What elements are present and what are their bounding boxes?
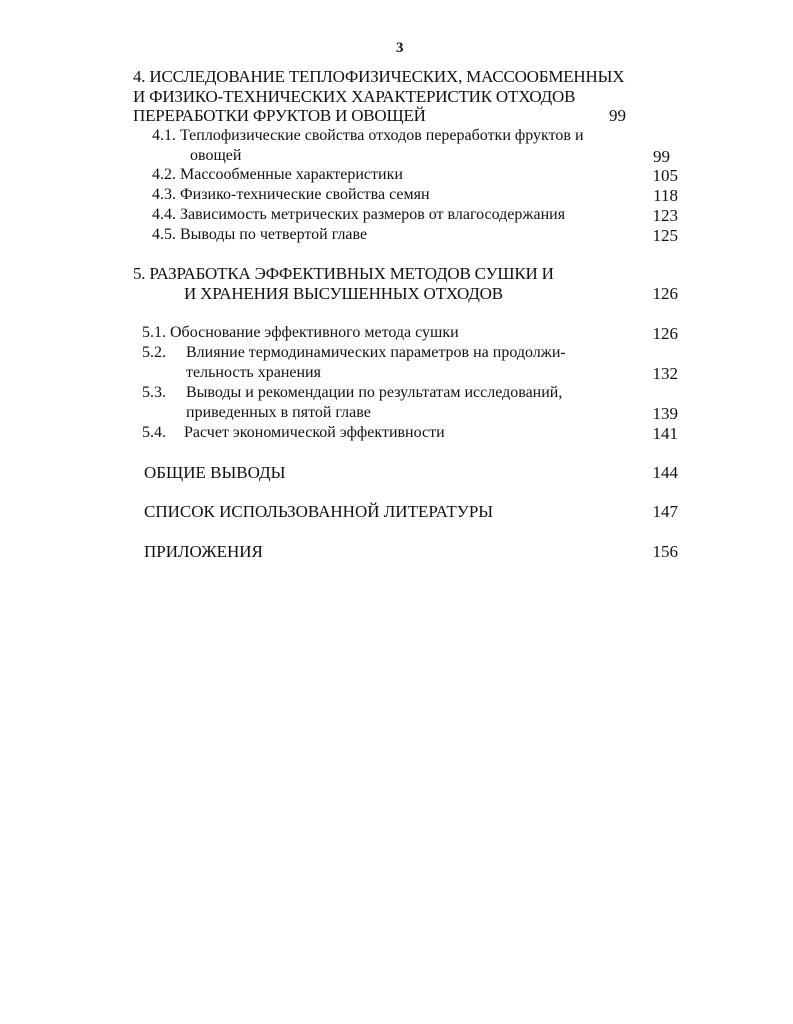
- toc-entry-5-4-line1: Расчет экономической эффективности: [184, 424, 445, 441]
- toc-entry-5-4-page: 141: [652, 424, 678, 443]
- toc-entry-4-2: 4.2. Массообменные характеристики: [152, 166, 403, 183]
- toc-entry-5-1: 5.1. Обоснование эффективного метода сушки: [142, 324, 459, 341]
- chapter5-page: 126: [652, 284, 678, 303]
- toc-entry-5-2-page: 132: [652, 364, 678, 383]
- toc-conclusions-page: 144: [652, 463, 678, 482]
- page-number: 3: [396, 40, 404, 56]
- toc-entry-5-2-number: 5.2.: [142, 344, 166, 361]
- chapter5-title-line1: 5. РАЗРАБОТКА ЭФФЕКТИВНЫХ МЕТОДОВ СУШКИ И: [133, 264, 554, 283]
- toc-references: СПИСОК ИСПОЛЬЗОВАННОЙ ЛИТЕРАТУРЫ: [144, 502, 494, 521]
- chapter4-title-line2: И ФИЗИКО-ТЕХНИЧЕСКИХ ХАРАКТЕРИСТИК ОТХОДОВ: [133, 87, 576, 106]
- toc-entry-4-5-page: 125: [652, 226, 678, 245]
- toc-appendices: ПРИЛОЖЕНИЯ: [144, 542, 263, 561]
- toc-entry-4-1-line2: овощей: [190, 147, 242, 164]
- toc-entry-4-2-page: 105: [652, 166, 678, 185]
- toc-entry-4-4-page: 123: [652, 206, 678, 225]
- toc-entry-4-1-line1: 4.1. Теплофизические свойства отходов переработки фруктов и: [152, 127, 584, 144]
- toc-entry-5-3-page: 139: [652, 404, 678, 423]
- toc-entry-5-3-line2: приведенных в пятой главе: [186, 404, 371, 421]
- toc-entry-5-2-line1: Влияние термодинамических параметров на продолжи-: [186, 344, 566, 361]
- toc-references-page: 147: [652, 502, 678, 521]
- toc-entry-4-5: 4.5. Выводы по четвертой главе: [152, 226, 368, 243]
- toc-entry-4-3-page: 118: [653, 186, 678, 205]
- chapter4-page: 99: [609, 106, 626, 125]
- toc-entry-5-4-number: 5.4.: [142, 424, 166, 441]
- toc-entry-5-2-line2: тельность хранения: [186, 364, 321, 381]
- chapter4-title-line3: ПЕРЕРАБОТКИ ФРУКТОВ И ОВОЩЕЙ: [133, 106, 426, 125]
- toc-entry-4-3: 4.3. Физико-технические свойства семян: [152, 186, 430, 203]
- toc-entry-5-1-page: 126: [652, 324, 678, 343]
- toc-entry-5-3-number: 5.3.: [142, 384, 166, 401]
- toc-entry-4-1-page: 99: [653, 147, 670, 166]
- toc-conclusions: ОБЩИЕ ВЫВОДЫ: [144, 463, 286, 482]
- toc-entry-4-4: 4.4. Зависимость метрических размеров от влагосодержания: [152, 206, 566, 223]
- chapter4-title-line1: 4. ИССЛЕДОВАНИЕ ТЕПЛОФИЗИЧЕСКИХ, МАССООБМЕННЫХ: [133, 67, 625, 86]
- chapter5-title-line2: И ХРАНЕНИЯ ВЫСУШЕННЫХ ОТХОДОВ: [184, 284, 503, 303]
- toc-entry-5-3-line1: Выводы и рекомендации по результатам исследований,: [186, 384, 563, 401]
- toc-appendices-page: 156: [652, 542, 678, 561]
